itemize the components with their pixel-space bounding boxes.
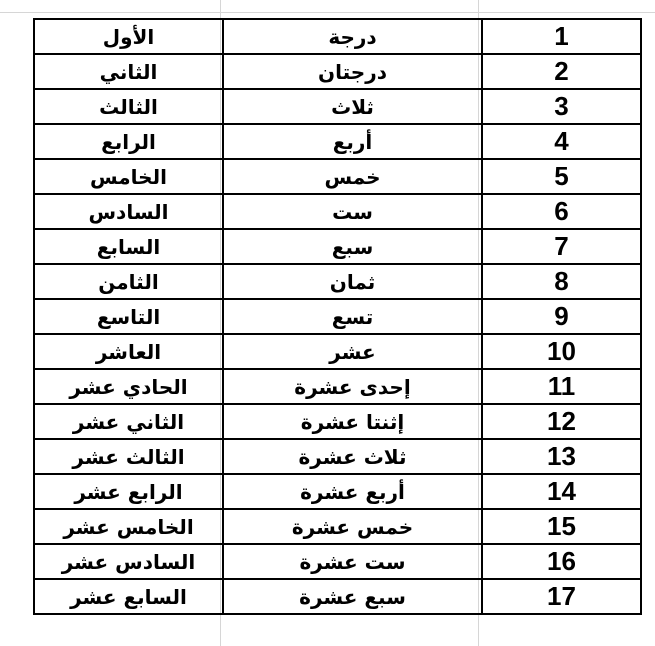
ordinal-cell[interactable]: الرابع <box>34 124 223 159</box>
ordinal-cell[interactable]: الخامس <box>34 159 223 194</box>
cardinal-cell[interactable]: ثلاث عشرة <box>223 439 482 474</box>
ordinal-cell[interactable]: العاشر <box>34 334 223 369</box>
number-cell[interactable]: 15 <box>482 509 641 544</box>
cardinal-cell[interactable]: إحدى عشرة <box>223 369 482 404</box>
cardinal-cell[interactable]: درجتان <box>223 54 482 89</box>
ordinal-cell[interactable]: السادس <box>34 194 223 229</box>
table-row <box>34 334 641 369</box>
cardinal-cell[interactable]: خمس عشرة <box>223 509 482 544</box>
table-row <box>34 299 641 334</box>
ordinal-cell[interactable]: السادس عشر <box>34 544 223 579</box>
grid-row-line <box>0 12 655 13</box>
table-row <box>34 369 641 404</box>
number-cell[interactable]: 12 <box>482 404 641 439</box>
number-cell[interactable]: 3 <box>482 89 641 124</box>
ordinal-cell[interactable]: الثالث عشر <box>34 439 223 474</box>
ordinal-cell[interactable]: الأول <box>34 19 223 54</box>
number-cell[interactable]: 16 <box>482 544 641 579</box>
number-cell[interactable]: 6 <box>482 194 641 229</box>
ordinal-cell[interactable]: الثاني <box>34 54 223 89</box>
cardinal-cell[interactable]: ثلاث <box>223 89 482 124</box>
number-cell[interactable]: 5 <box>482 159 641 194</box>
table-row <box>34 264 641 299</box>
number-cell[interactable]: 7 <box>482 229 641 264</box>
ordinal-cell[interactable]: السابع <box>34 229 223 264</box>
cardinal-cell[interactable]: أربع عشرة <box>223 474 482 509</box>
cardinal-cell[interactable]: ست <box>223 194 482 229</box>
number-cell[interactable]: 10 <box>482 334 641 369</box>
numbers-table <box>33 18 642 615</box>
ordinal-cell[interactable]: الثالث <box>34 89 223 124</box>
number-cell[interactable]: 4 <box>482 124 641 159</box>
ordinal-cell[interactable]: الثامن <box>34 264 223 299</box>
number-cell[interactable]: 2 <box>482 54 641 89</box>
numbers-table-body <box>34 19 641 614</box>
number-cell[interactable]: 13 <box>482 439 641 474</box>
cardinal-cell[interactable]: إثنتا عشرة <box>223 404 482 439</box>
table-row <box>34 19 641 54</box>
table-row <box>34 474 641 509</box>
table-row <box>34 404 641 439</box>
number-cell[interactable]: 1 <box>482 19 641 54</box>
ordinal-cell[interactable]: الحادي عشر <box>34 369 223 404</box>
number-cell[interactable]: 14 <box>482 474 641 509</box>
table-row <box>34 579 641 614</box>
ordinal-cell[interactable]: الخامس عشر <box>34 509 223 544</box>
table-row <box>34 54 641 89</box>
table-row <box>34 89 641 124</box>
cardinal-cell[interactable]: أربع <box>223 124 482 159</box>
table-row <box>34 229 641 264</box>
number-cell[interactable]: 9 <box>482 299 641 334</box>
number-cell[interactable]: 11 <box>482 369 641 404</box>
cardinal-cell[interactable]: سبع <box>223 229 482 264</box>
table-row <box>34 194 641 229</box>
ordinal-cell[interactable]: السابع عشر <box>34 579 223 614</box>
ordinal-cell[interactable]: الثاني عشر <box>34 404 223 439</box>
table-row <box>34 509 641 544</box>
table-row <box>34 439 641 474</box>
cardinal-cell[interactable]: ست عشرة <box>223 544 482 579</box>
ordinal-cell[interactable]: الرابع عشر <box>34 474 223 509</box>
cardinal-cell[interactable]: خمس <box>223 159 482 194</box>
table-row <box>34 544 641 579</box>
number-cell[interactable]: 17 <box>482 579 641 614</box>
cardinal-cell[interactable]: سبع عشرة <box>223 579 482 614</box>
cardinal-cell[interactable]: ثمان <box>223 264 482 299</box>
cardinal-cell[interactable]: درجة <box>223 19 482 54</box>
ordinal-cell[interactable]: التاسع <box>34 299 223 334</box>
table-row <box>34 124 641 159</box>
cardinal-cell[interactable]: تسع <box>223 299 482 334</box>
table-row <box>34 159 641 194</box>
cardinal-cell[interactable]: عشر <box>223 334 482 369</box>
number-cell[interactable]: 8 <box>482 264 641 299</box>
